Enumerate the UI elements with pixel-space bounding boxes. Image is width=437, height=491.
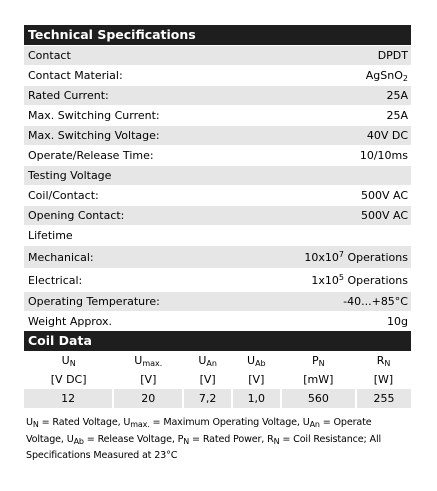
spec-label: Opening Contact: — [28, 209, 125, 222]
spec-row — [24, 105, 411, 125]
spec-row — [24, 225, 411, 245]
coil-symbol: $R_N$ — [376, 353, 391, 368]
coil-unit: [W] — [373, 373, 394, 386]
coil-value: 1,0 — [232, 389, 281, 408]
coil-notes: $U_N$ = Rated Voltage, $U_{max.}$ = Maximum Operating Voltage, $U_{An}$ = Operate Voltage, $U_{Ab}$ = Release Voltage, $P_N$ = Rated Power, $R_N$ = Coil Resistance; All Specifications Measured at 23°C — [26, 417, 381, 461]
spec-label: Contact — [28, 49, 71, 62]
coil-unit: [V DC] — [50, 373, 87, 386]
spec-value: 500V AC — [360, 209, 408, 222]
spec-row — [24, 245, 411, 268]
coil-symbol: $P_N$ — [312, 353, 325, 368]
coil-data-table — [24, 351, 411, 408]
spec-label: Testing Voltage — [28, 169, 112, 182]
spec-row — [24, 205, 411, 225]
technical-specifications-header: Technical Specifications — [24, 25, 411, 45]
spec-row — [24, 291, 411, 311]
coil-unit: [V] — [140, 373, 157, 386]
spec-row — [24, 268, 411, 291]
spec-row — [24, 185, 411, 205]
spec-row — [24, 311, 411, 331]
coil-value: 560 — [281, 389, 356, 408]
spec-value: $10x10^7$ Operations — [304, 250, 408, 264]
spec-row — [24, 125, 411, 145]
spec-value: DPDT — [377, 49, 408, 62]
spec-row — [24, 145, 411, 165]
spec-label: Mechanical: — [28, 250, 94, 264]
spec-value: 25A — [386, 89, 408, 102]
spec-label: Electrical: — [28, 273, 83, 287]
spec-label: Lifetime — [28, 229, 73, 242]
spec-label: Max. Switching Voltage: — [28, 129, 160, 142]
spec-label: Weight Approx. — [28, 315, 112, 328]
spec-value: AgSnO$_2$ — [365, 68, 408, 83]
spec-value: 10/10ms — [359, 149, 408, 162]
spec-value: 40V DC — [366, 129, 408, 142]
spec-label: Coil/Contact: — [28, 189, 99, 202]
spec-value: 10g — [387, 315, 408, 328]
spec-value: 25A — [386, 109, 408, 122]
spec-row — [24, 65, 411, 85]
spec-row — [24, 85, 411, 105]
spec-label: Contact Material: — [28, 69, 123, 82]
spec-label: Max. Switching Current: — [28, 109, 160, 122]
coil-data-header: Coil Data — [24, 331, 411, 351]
coil-value: 255 — [356, 389, 411, 408]
coil-symbol: $U_{max.}$ — [134, 353, 163, 368]
spec-label: Operate/Release Time: — [28, 149, 154, 162]
coil-value: 7,2 — [183, 389, 232, 408]
coil-value: 12 — [24, 389, 113, 408]
coil-value: 20 — [113, 389, 183, 408]
spec-label: Operating Temperature: — [28, 295, 160, 308]
spec-value: -40...+85°C — [343, 295, 408, 308]
spec-row — [24, 45, 411, 65]
coil-symbol: $U_{Ab}$ — [247, 353, 266, 368]
spec-label: Rated Current: — [28, 89, 109, 102]
coil-symbol: $U_N$ — [61, 353, 76, 368]
coil-symbol: $U_{An}$ — [198, 353, 217, 368]
spec-sheet — [24, 25, 411, 464]
coil-unit: [mW] — [303, 373, 334, 386]
spec-value: 500V AC — [360, 189, 408, 202]
coil-unit: [V] — [248, 373, 265, 386]
spec-value: $1x10^5$ Operations — [311, 273, 408, 287]
spec-row — [24, 165, 411, 185]
coil-unit: [V] — [199, 373, 216, 386]
spec-table — [24, 45, 411, 331]
